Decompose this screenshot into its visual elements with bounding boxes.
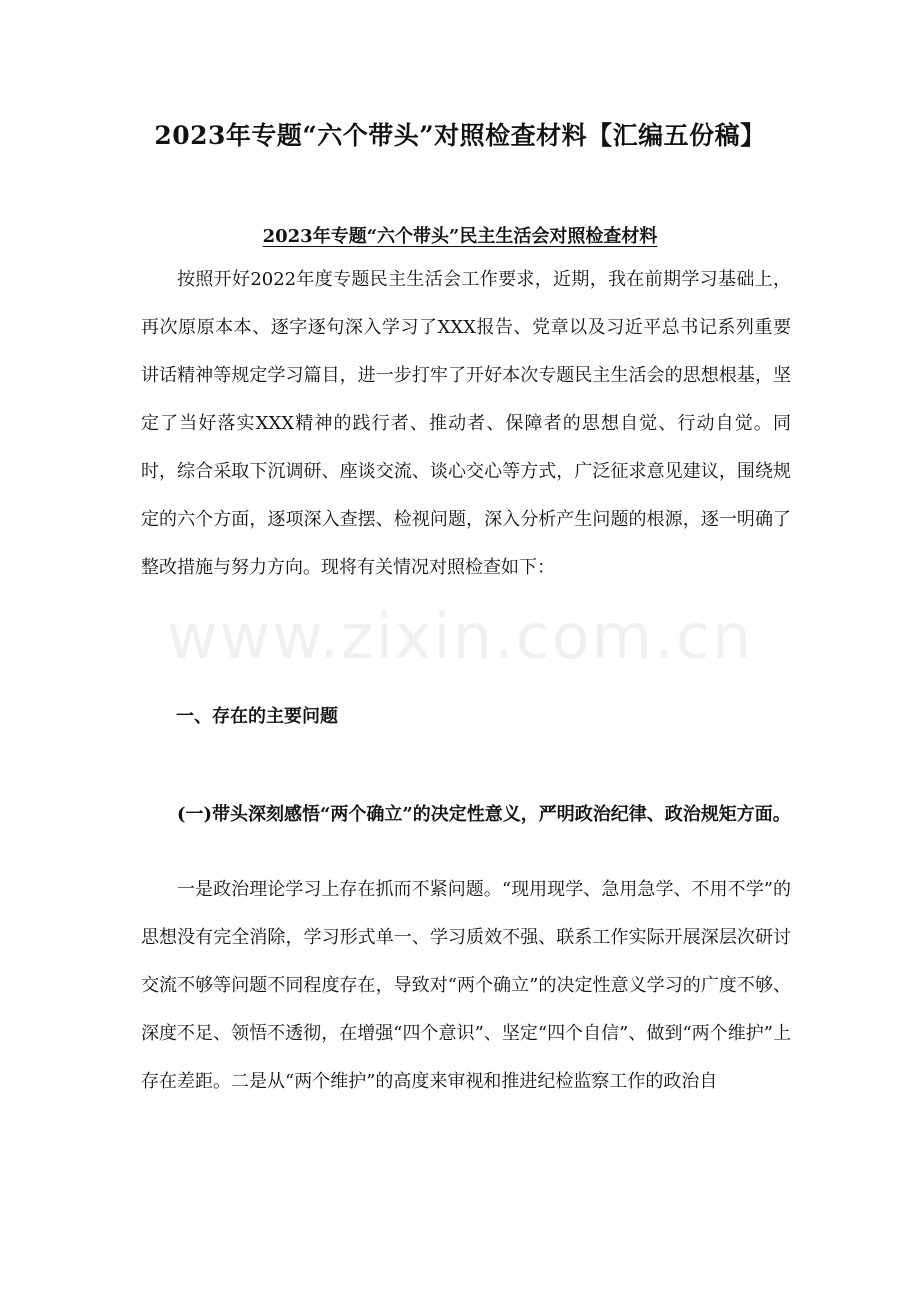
intro-paragraph: 按照开好2022年度专题民主生活会工作要求，近期，我在前期学习基础上，再次原原本本、逐字逐句深入学习了XXX报告、党章以及习近平总书记系列重要讲话精神等规定学习篇目，进一步打牢了开好本次专题民主生活会的思想根基，坚定了当好落实XXX精神的践行者、推动者、保障者的思想自觉、行动自觉。同时，综合采取下沉调研、座谈交流、谈心交心等方式，广泛征求意见建议，围绕规定的六个方面，逐项深入查摆、检视问题，深入分析产生问题的根源，逐一明确了整改措施与努力方向。现将有关情况对照检查如下： [141, 269, 791, 578]
document-title: 2023年专题“六个带头”对照检查材料【汇编五份稿】 [154, 121, 766, 150]
document-subtitle [0, 222, 920, 248]
subtitle-text: 2023年专题“六个带头”民主生活会对照检查材料 [262, 226, 658, 247]
body-paragraph: 一是政治理论学习上存在抓而不紧问题。“现用现学、急用急学、不用不学”的思想没有完全消除，学习形式单一、学习质效不强、联系工作实际开展深层次研讨交流不够等问题不同程度存在，导致对“两个确立”的决定性意义学习的广度不够、深度不足、领悟不透彻，在增强“四个意识”、坚定“四个自信”、做到“两个维护”上存在差距。二是从“两个维护”的高度来审视和推进纪检监察工作的政治自 [141, 879, 791, 1092]
section-heading: 一、存在的主要问题 [176, 706, 338, 727]
watermark: www.zixin.com.cn [166, 600, 754, 673]
subsection-heading: (一)带头深刻感悟“两个确立”的决定性意义，严明政治纪律、政治规矩方面。 [177, 804, 791, 825]
